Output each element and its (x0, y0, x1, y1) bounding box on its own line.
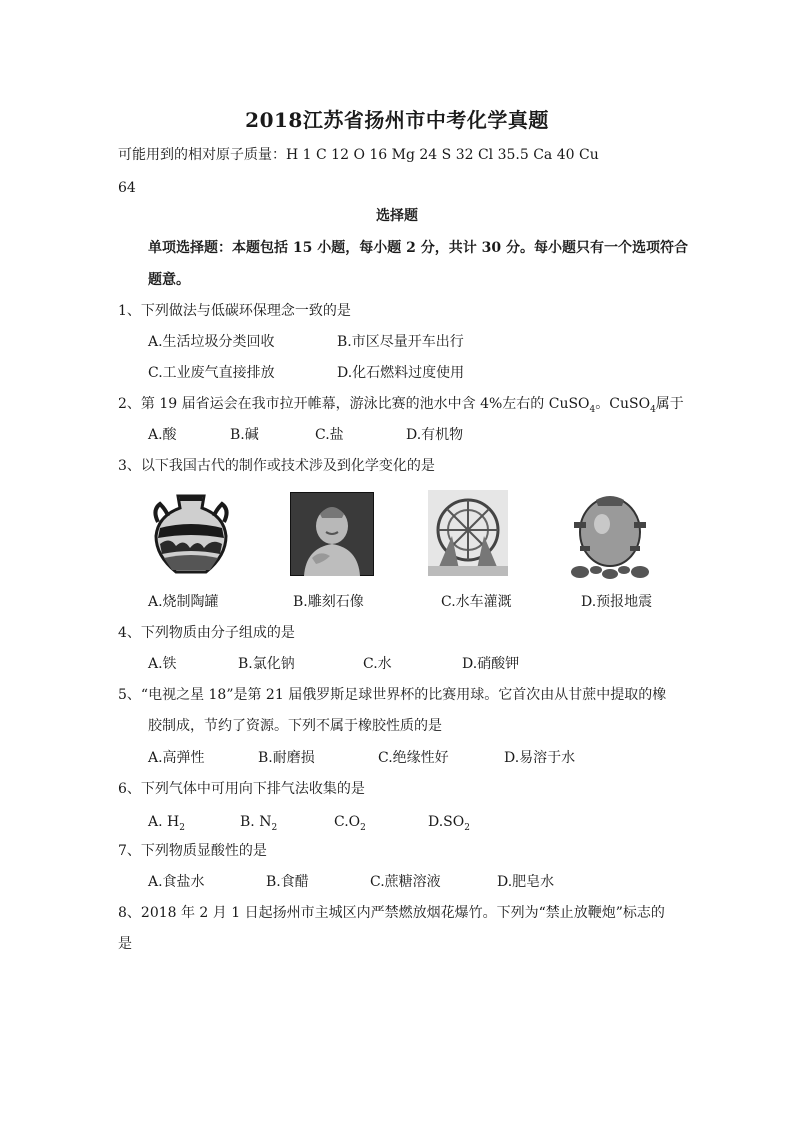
subscript-2: 2 (271, 822, 278, 833)
question-4-option-d: D.硝酸钾 (462, 656, 520, 672)
atomic-masses-line1: 可能用到的相对原子质量：H 1 C 12 O 16 Mg 24 S 32 Cl 35.5 Ca 40 Cu (118, 147, 599, 163)
question-2-option-a: A.酸 (148, 427, 177, 443)
instruction-line1: 单项选择题：本题包括 15 小题，每小题 2 分，共计 30 分。每小题只有一个选项符合 (148, 240, 688, 256)
subscript-4: 4 (650, 404, 656, 415)
subscript-2: 2 (179, 822, 185, 833)
option-d-text: D.SO (428, 814, 465, 830)
question-5-option-c: C.绝缘性好 (378, 750, 449, 766)
option-b-text: B. N (240, 814, 272, 830)
question-7-option-d: D.肥皂水 (497, 874, 555, 890)
option-c-text: C.O (334, 814, 361, 830)
question-3-option-d: D.预报地震 (581, 594, 653, 610)
question-1-option-b: B.市区尽量开车出行 (337, 334, 464, 350)
question-7-option-a: A.食盐水 (148, 874, 205, 890)
question-5-stem-line1: 5、“电视之星 18”是第 21 届俄罗斯足球世界杯的比赛用球。它首次由从甘蔗中提取的橡 (118, 687, 667, 703)
question-1-stem: 1、下列做法与低碳环保理念一致的是 (118, 303, 351, 319)
question-7-option-c: C.蔗糖溶液 (370, 874, 441, 890)
subscript-2: 2 (360, 822, 366, 833)
question-7-stem: 7、下列物质显酸性的是 (118, 843, 267, 859)
water-wheel-image (428, 490, 508, 576)
section-title: 选择题 (376, 208, 418, 224)
question-6-option-b (240, 812, 277, 838)
question-3-option-a: A.烧制陶罐 (148, 594, 219, 610)
question-5-option-b: B.耐磨损 (258, 750, 315, 766)
question-4-option-b: B.氯化钠 (238, 656, 295, 672)
question-2-option-d: D.有机物 (406, 427, 464, 443)
question-2-stem-post: 属于 (655, 396, 684, 412)
pottery-jar-image (150, 492, 232, 578)
question-6-option-c (334, 812, 366, 838)
question-2-option-c: C.盐 (315, 427, 344, 443)
question-6-option-d (428, 812, 470, 838)
question-4-option-a: A.铁 (148, 656, 177, 672)
question-5-option-a: A.高弹性 (148, 750, 205, 766)
question-1-option-d: D.化石燃料过度使用 (337, 365, 465, 381)
question-3-stem: 3、以下我国古代的制作或技术涉及到化学变化的是 (118, 458, 435, 474)
atomic-masses-line2: 64 (118, 180, 136, 196)
question-8-stem-line2: 是 (118, 936, 132, 952)
question-7-option-b: B.食醋 (266, 874, 309, 890)
subscript-2: 2 (464, 822, 470, 833)
seismograph-image (566, 492, 654, 580)
question-3-option-b: B.雕刻石像 (293, 594, 364, 610)
option-a-text: A. H (148, 814, 180, 830)
question-1-option-c: C.工业废气直接排放 (148, 365, 275, 381)
question-5-stem-line2: 胶制成，节约了资源。下列不属于橡胶性质的是 (148, 718, 442, 734)
instruction-line2: 题意。 (148, 272, 190, 288)
question-5-option-d: D.易溶于水 (504, 750, 576, 766)
question-2-option-b: B.碱 (230, 427, 259, 443)
question-6-stem: 6、下列气体中可用向下排气法收集的是 (118, 781, 365, 797)
question-6-option-a (148, 812, 185, 838)
question-2-stem-pre: 2、第 19 届省运会在我市拉开帷幕，游泳比赛的池水中含 4%左右的 CuSO (118, 396, 590, 412)
question-4-stem: 4、下列物质由分子组成的是 (118, 625, 295, 641)
page-title: 2018江苏省扬州市中考化学真题 (245, 108, 549, 132)
question-8-stem-line1: 8、2018 年 2 月 1 日起扬州市主城区内严禁燃放烟花爆竹。下列为“禁止放鞭炮”标志的 (118, 905, 665, 921)
question-2-stem (118, 394, 684, 420)
question-4-option-c: C.水 (363, 656, 392, 672)
question-1-option-a: A.生活垃圾分类回收 (148, 334, 275, 350)
stone-statue-image (290, 492, 374, 576)
question-2-stem-mid: 。CuSO (595, 396, 651, 412)
subscript-4: 4 (589, 404, 596, 415)
question-3-option-c: C.水车灌溉 (441, 594, 512, 610)
